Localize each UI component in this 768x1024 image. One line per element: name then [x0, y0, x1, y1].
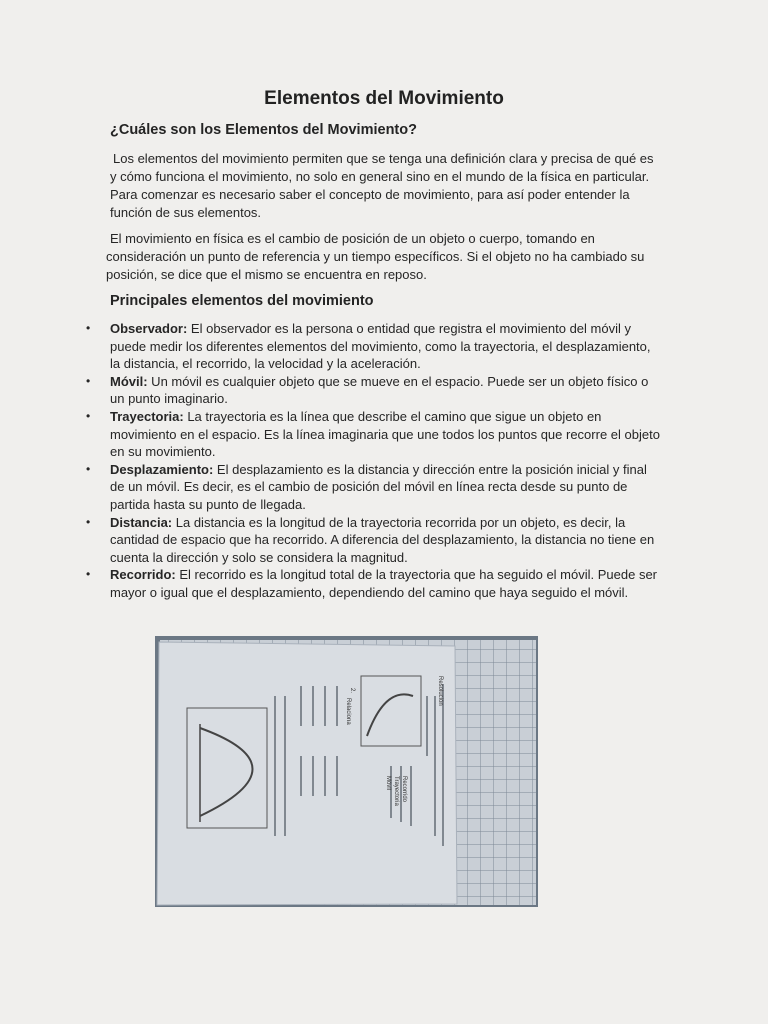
term-description: La trayectoria es la línea que describe el camino que sigue un objeto en movimiento en el espacio. Es la línea imaginaria que une todos los puntos que recorre el objeto en su movimiento. — [110, 408, 660, 460]
term-description: El recorrido es la longitud total de la trayectoria que ha seguido el móvil. Puede ser mayor o igual que el desplazamiento, dependiendo del camino que haya seguido el móvil. — [110, 567, 658, 600]
list-item-movil — [86, 373, 662, 408]
list-item-recorrido — [86, 566, 662, 601]
bullet-icon: • — [86, 514, 91, 529]
photo-label-relaciona: Relaciona — [345, 698, 351, 725]
list-item-observador — [86, 320, 662, 373]
section-heading: Principales elementos del movimiento — [110, 293, 374, 309]
term-label: Móvil: — [110, 373, 148, 389]
intro-paragraph: Los elementos del movimiento permiten que se tenga una definición clara y precisa de qué es y cómo funciona el movimiento, no solo en general sino en el mundo de la física en particular. Para comenzar es necesario saber el concepto de movimiento, para así poder entender la función de sus elementos. — [110, 151, 654, 220]
worksheet-photo — [155, 636, 538, 907]
bullet-icon: • — [86, 373, 91, 388]
photo-label-trayectoria: Trayectoria — [393, 776, 399, 806]
bullet-icon: • — [86, 408, 91, 423]
term-label: Trayectoria: — [110, 408, 184, 424]
subtitle-question: ¿Cuáles son los Elementos del Movimiento? — [110, 122, 417, 138]
photo-label-recorrido: Recorrido — [401, 776, 407, 803]
term-label: Desplazamiento: — [110, 461, 214, 477]
definition-paragraph: El movimiento en física es el cambio de posición de un objeto o cuerpo, tomando en consideración un punto de referencia y un tiempo específicos. Si el objeto no ha cambiado su posición, se dice que el mismo se encuentra en reposo. — [106, 231, 645, 282]
term-description: El observador es la persona o entidad que registra el movimiento del móvil y puede medir los diferentes elementos del movimiento, como la trayectoria, el desplazamiento, la distancia, el recorrido, la velocidad y la aceleración. — [110, 321, 651, 372]
list-item-desplazamiento — [86, 461, 662, 514]
document-title: Elementos del Movimiento — [264, 88, 504, 109]
bullet-icon: • — [86, 567, 91, 582]
worksheet-paper — [157, 642, 457, 905]
worksheet-photo-drawing — [155, 636, 538, 907]
elements-list — [86, 320, 662, 602]
photo-label-resolucion: Resolución — [437, 676, 443, 706]
term-label: Distancia: — [110, 514, 173, 530]
term-label: Recorrido: — [110, 567, 176, 583]
list-item-distancia — [86, 514, 662, 567]
term-label: Observador: — [110, 321, 188, 336]
photo-label-movil: Móvil — [385, 776, 391, 791]
list-item-trayectoria — [86, 408, 662, 461]
bullet-icon: • — [86, 321, 91, 335]
term-description: El desplazamiento es la distancia y dirección entre la posición inicial y final de un móvil. Es decir, es el cambio de posición del móvil en línea recta desde su punto de partida hasta su punto de llegada. — [110, 461, 647, 512]
bullet-icon: • — [86, 461, 91, 476]
term-description: Un móvil es cualquier objeto que se mueve en el espacio. Puede ser un objeto físico o un punto imaginario. — [110, 373, 649, 407]
photo-label-number: 2. — [349, 688, 355, 694]
term-description: La distancia es la longitud de la trayectoria recorrida por un objeto, es decir, la cantidad de espacio que ha recorrido. A diferencia del desplazamiento, la distancia no tiene en cuenta la dirección y solo se considera la magnitud. — [110, 514, 655, 565]
